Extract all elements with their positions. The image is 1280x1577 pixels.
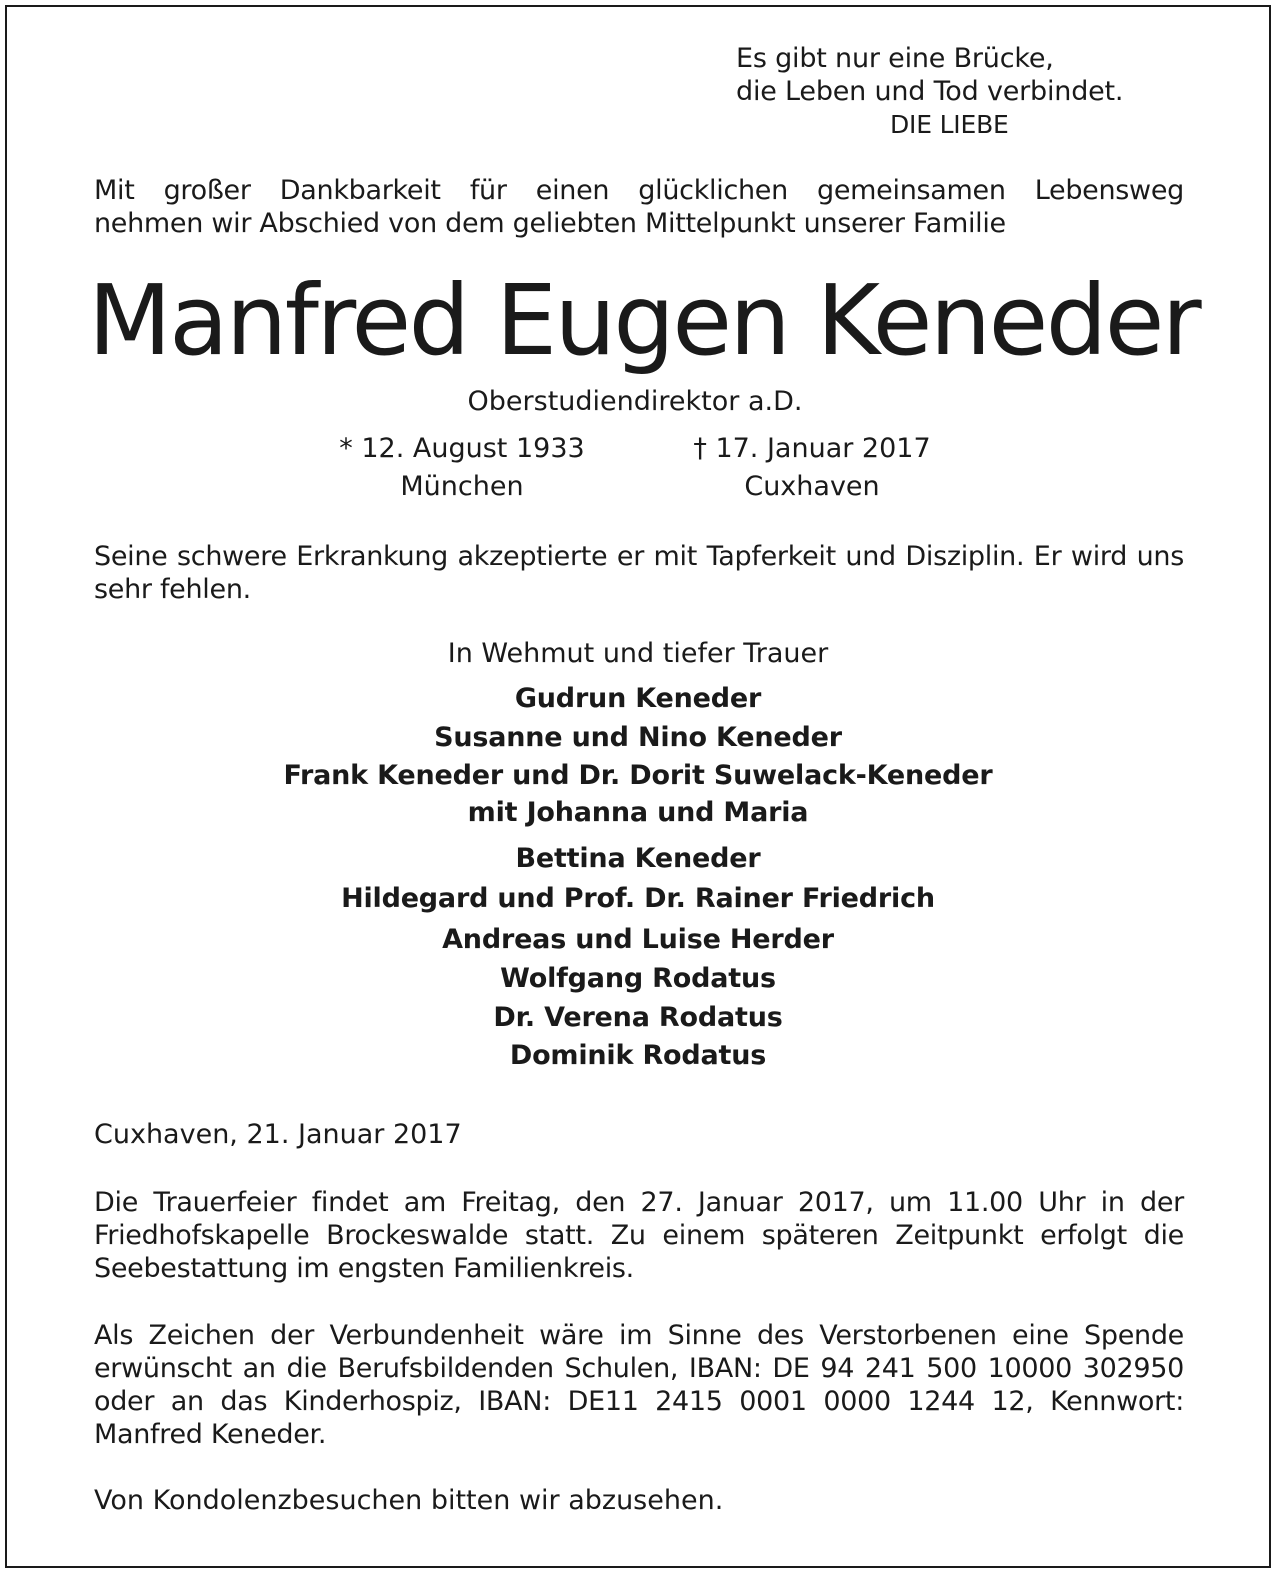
mourner-name: Gudrun Keneder xyxy=(514,683,762,714)
mourner-name: Andreas und Luise Herder xyxy=(442,924,834,955)
illness-paragraph: Seine schwere Erkrankung akzeptierte er mit Tapferkeit und Disziplin. Er wird uns sehr fehlen. xyxy=(94,541,1184,605)
mourners-list xyxy=(0,680,1276,1076)
funeral-info-paragraph: Die Trauerfeier findet am Freitag, den 27. Januar 2017, um 11.00 Uhr in der Friedhofskapelle Brockeswalde statt. Zu einem späteren Zeitpunkt erfolgt die Seebestattung im engsten Familienkreis. xyxy=(94,1187,1184,1284)
death-info xyxy=(662,430,962,506)
mourner-name: Dominik Rodatus xyxy=(509,1040,767,1071)
intro-text xyxy=(94,174,1184,240)
quote-line-3: DIE LIEBE xyxy=(890,110,1009,139)
deceased-name: Manfred Eugen Keneder xyxy=(88,264,1200,377)
death-date: † 17. Januar 2017 xyxy=(693,433,931,464)
quote-line-2: die Leben und Tod verbindet. xyxy=(736,76,1124,107)
mourner-name: Dr. Verena Rodatus xyxy=(493,1001,783,1033)
deceased-title: Oberstudiendirektor a.D. xyxy=(467,386,803,417)
birth-date: * 12. August 1933 xyxy=(339,433,585,464)
death-place: Cuxhaven xyxy=(744,471,880,502)
group-spacer xyxy=(0,830,1276,840)
mourner-name: Bettina Keneder xyxy=(515,842,761,874)
mourning-intro: In Wehmut und tiefer Trauer xyxy=(447,638,829,669)
intro-line-1: Mit großer Dankbarkeit für einen glücklichen gemeinsamen Lebensweg xyxy=(94,175,1184,206)
quote-line-1: Es gibt nur eine Brücke, xyxy=(736,43,1054,74)
epigraph-quote xyxy=(736,42,1206,141)
closing-note: Von Kondolenzbesuchen bitten wir abzusehen. xyxy=(94,1485,724,1516)
mourner-name: Wolfgang Rodatus xyxy=(500,963,776,994)
mourner-name: Frank Keneder und Dr. Dorit Suwelack-Keneder xyxy=(283,760,993,791)
place-and-date: Cuxhaven, 21. Januar 2017 xyxy=(94,1119,462,1150)
intro-line-2: nehmen wir Abschied von dem geliebten Mittelpunkt unserer Familie xyxy=(94,208,1006,239)
birth-info xyxy=(312,430,612,506)
mourner-name: Hildegard und Prof. Dr. Rainer Friedrich xyxy=(341,883,935,914)
mourner-name: Susanne und Nino Keneder xyxy=(434,721,842,753)
mourner-name: mit Johanna und Maria xyxy=(467,796,809,828)
donation-paragraph: Als Zeichen der Verbundenheit wäre im Sinne des Verstorbenen eine Spende erwünscht an die Berufsbildenden Schulen, IBAN: DE 94 241 500 10000 302950 oder an das Kinderhospiz, IBAN: DE11 2415 0001 0000 1244 12, Kennwort: Manfred Keneder. xyxy=(94,1320,1184,1450)
birth-place: München xyxy=(400,471,524,502)
